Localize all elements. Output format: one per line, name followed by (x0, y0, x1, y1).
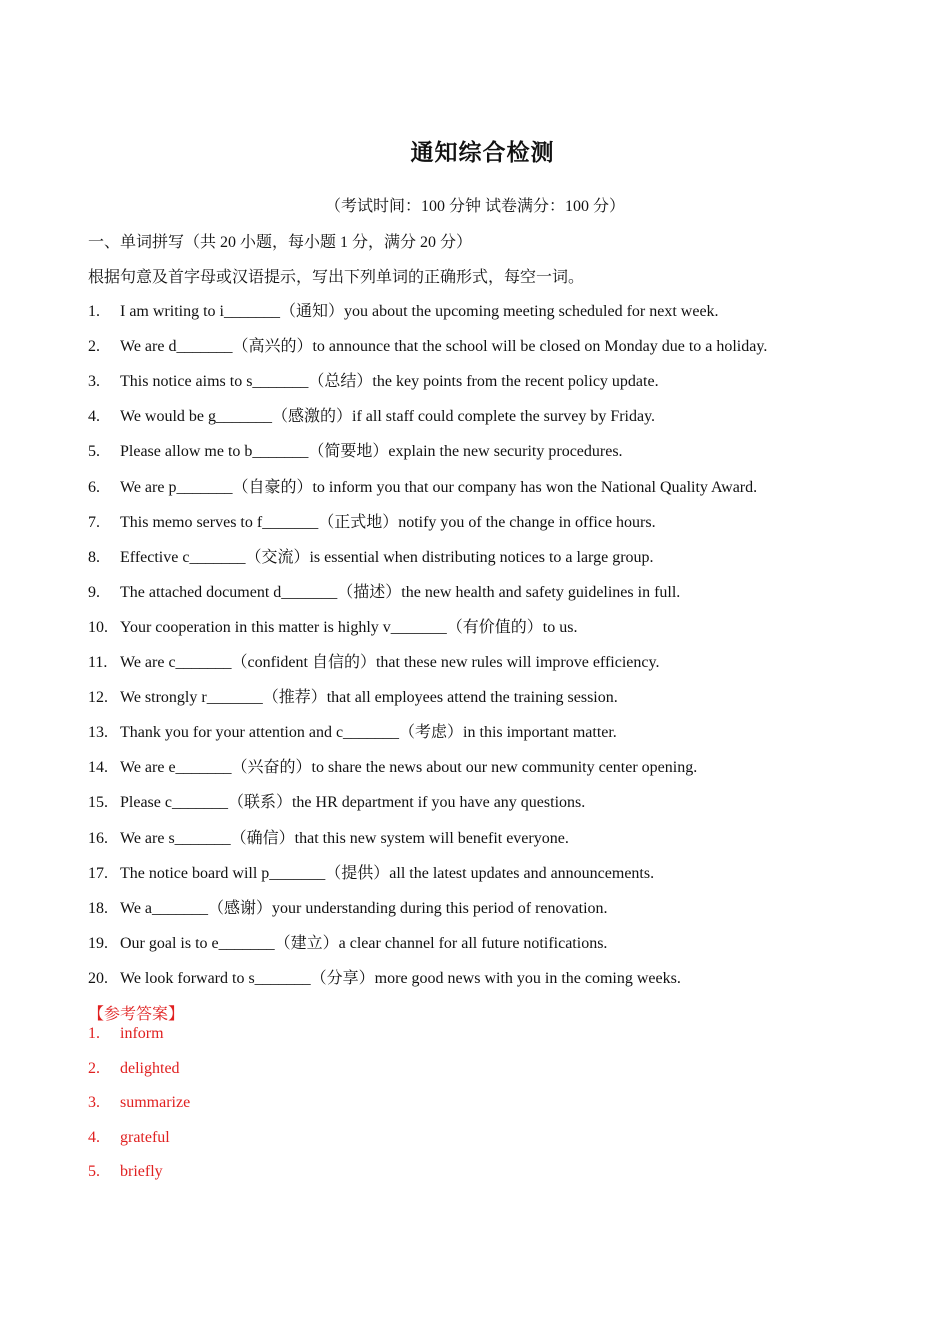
question-text: Please c_______（联系）the HR department if you have any questions. (120, 794, 586, 812)
question-number: 6. (88, 478, 100, 496)
question-item (88, 614, 577, 637)
question-text: We are p_______（自豪的）to inform you that our company has won the National Quality Award. (120, 478, 758, 496)
question-text: We would be g_______（感激的）if all staff could complete the survey by Friday. (120, 408, 656, 426)
question-text: We are d_______（高兴的）to announce that the school will be closed on Monday due to a holiday. (120, 338, 768, 356)
question-text: We a_______（感谢）your understanding during this period of renovation. (120, 899, 608, 917)
question-item (88, 544, 654, 567)
answer-number: 4. (88, 1128, 100, 1146)
question-number: 20. (88, 969, 108, 987)
question-item (88, 719, 617, 742)
question-item (88, 403, 655, 426)
question-number: 18. (88, 899, 108, 917)
question-item (88, 789, 585, 812)
instruction-text: 根据句意及首字母或汉语提示，写出下列单词的正确形式，每空一词。 (88, 269, 585, 286)
question-number: 14. (88, 759, 108, 777)
section-heading: 一、单词拼写（共 20 小题，每小题 1 分，满分 20 分） (88, 234, 473, 251)
question-item (88, 684, 618, 707)
question-text: Thank you for your attention and c_______（考虑）in this important matter. (120, 724, 617, 742)
answer-item (88, 1163, 163, 1181)
question-text: The attached document d_______（描述）the new health and safety guidelines in full. (120, 583, 681, 601)
question-number: 4. (88, 408, 100, 426)
question-text: We are c_______（confident 自信的）that these new rules will improve efficiency. (120, 654, 660, 671)
question-item (88, 895, 608, 918)
question-item (88, 438, 623, 461)
question-text: We are e_______（兴奋的）to share the news about our new community center opening. (120, 759, 698, 777)
question-number: 3. (88, 373, 100, 391)
question-text: We look forward to s_______（分享）more good news with you in the coming weeks. (120, 969, 681, 987)
answer-text: briefly (120, 1163, 163, 1181)
answer-number: 2. (88, 1059, 100, 1077)
answer-number: 1. (88, 1025, 100, 1042)
question-item (88, 333, 767, 356)
question-item (88, 860, 654, 883)
question-item (88, 965, 681, 988)
question-text: Please allow me to b_______（简要地）explain the new security procedures. (120, 443, 623, 461)
answer-item (88, 1025, 164, 1043)
answer-text: summarize (120, 1094, 191, 1112)
question-text: We are s_______（确信）that this new system will benefit everyone. (120, 829, 569, 847)
question-item (88, 930, 607, 953)
question-text: Your cooperation in this matter is highly v_______（有价值的）to us. (120, 618, 578, 636)
answer-item (88, 1060, 180, 1078)
question-number: 19. (88, 934, 108, 952)
question-number: 1. (88, 303, 100, 320)
question-number: 2. (88, 338, 100, 356)
question-number: 17. (88, 864, 108, 882)
question-item (88, 754, 697, 777)
answer-text: inform (120, 1025, 164, 1042)
question-number: 13. (88, 724, 108, 742)
question-number: 5. (88, 443, 100, 461)
answer-text: delighted (120, 1059, 180, 1077)
exam-info: （考试时间：100 分钟 试卷满分：100 分） (324, 198, 625, 215)
question-number: 9. (88, 583, 100, 601)
answer-number: 3. (88, 1094, 100, 1112)
question-item (88, 509, 656, 532)
question-text: Effective c_______（交流）is essential when distributing notices to a large group. (120, 548, 654, 566)
page-title: 通知综合检测 (410, 140, 555, 166)
question-item (88, 368, 659, 391)
answer-heading: 【参考答案】 (88, 1006, 185, 1023)
question-number: 11. (88, 654, 108, 671)
question-item (88, 298, 719, 321)
question-text: This notice aims to s_______（总结）the key points from the recent policy update. (120, 373, 659, 391)
question-item (88, 579, 680, 602)
answer-text: grateful (120, 1128, 170, 1146)
question-number: 8. (88, 548, 100, 566)
question-item (88, 825, 569, 848)
question-text: The notice board will p_______（提供）all the latest updates and announcements. (120, 864, 655, 882)
question-item (88, 474, 757, 497)
question-number: 16. (88, 829, 108, 847)
answer-number: 5. (88, 1163, 100, 1181)
question-text: This memo serves to f_______（正式地）notify you of the change in office hours. (120, 513, 656, 531)
question-number: 15. (88, 794, 108, 812)
question-text: Our goal is to e_______（建立）a clear channel for all future notifications. (120, 934, 608, 952)
question-number: 12. (88, 689, 108, 707)
question-text: We strongly r_______（推荐）that all employees attend the training session. (120, 689, 618, 707)
question-number: 7. (88, 513, 100, 531)
answer-item (88, 1129, 170, 1147)
question-number: 10. (88, 618, 108, 636)
question-text: I am writing to i_______（通知）you about the upcoming meeting scheduled for next week. (120, 303, 719, 320)
question-item (88, 649, 659, 672)
answer-item (88, 1094, 190, 1112)
